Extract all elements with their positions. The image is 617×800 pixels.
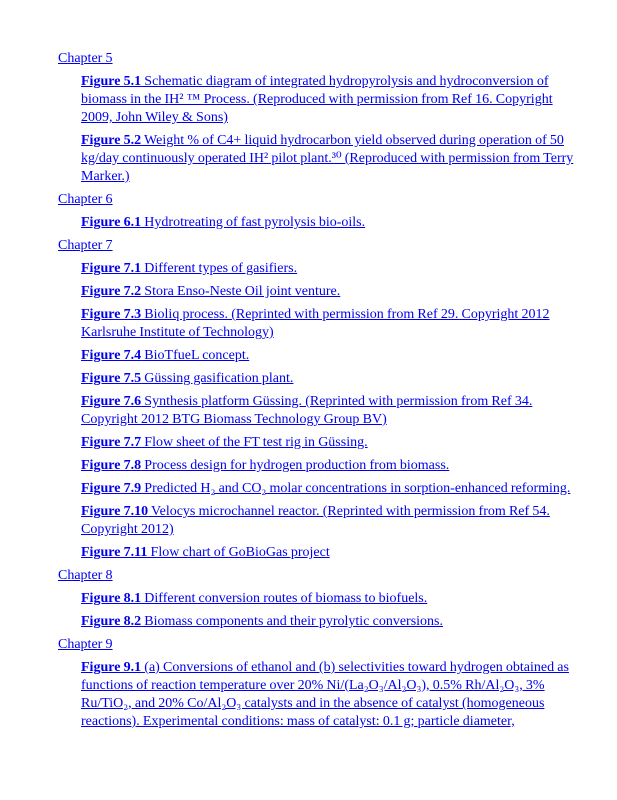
figure-caption: Velocys microchannel reactor. (Reprinted with permission from Ref 54. Copyright 2012) <box>81 504 550 537</box>
figure-caption: BioTfueL concept. <box>141 348 250 363</box>
figure-caption: Stora Enso-Neste Oil joint venture. <box>141 284 341 299</box>
figure-entry-7-3 <box>81 306 581 342</box>
figure-caption: Flow chart of GoBioGas project <box>147 545 330 560</box>
figure-caption: (a) Conversions of ethanol and (b) selectivities toward hydrogen obtained as functions of reaction temperature over 20% Ni/(La₂O₃/Al₂O₃), 0.5% Rh/Al₂O₃, 3% Ru/TiO₂, and 20% Co/Al₂O₃ catalysts and in the absence of catalyst (homogeneous reactions). Experimental conditions: mass of catalyst: 0.1 g; particle diameter, <box>81 660 569 729</box>
figure-label: Figure 5.2 <box>81 133 142 148</box>
chapter-5-link[interactable]: Chapter 5 <box>58 51 113 66</box>
chapter-6-link[interactable]: Chapter 6 <box>58 192 113 207</box>
figure-7-1-link[interactable] <box>81 261 297 276</box>
chapter-6-row <box>58 191 578 209</box>
figure-7-5-link[interactable] <box>81 371 293 386</box>
figure-caption: Hydrotreating of fast pyrolysis bio-oils. <box>141 215 366 230</box>
figure-label: Figure 7.1 <box>81 261 142 276</box>
figure-label: Figure 7.3 <box>81 307 142 322</box>
figure-caption: Predicted H₂ and CO₂ molar concentrations in sorption-enhanced reforming. <box>141 481 571 496</box>
figure-label: Figure 8.2 <box>81 614 142 629</box>
figure-label: Figure 7.9 <box>81 481 142 496</box>
figure-7-8-link[interactable] <box>81 458 449 473</box>
chapter-9-row <box>58 636 578 654</box>
figure-caption: Schematic diagram of integrated hydropyrolysis and hydroconversion of biomass in the IH² ™ Process. (Reproduced with permission from Ref 16. Copyright 2009, John Wiley & Sons) <box>81 74 553 125</box>
figure-5-1-link[interactable] <box>81 74 553 125</box>
figure-7-3-link[interactable] <box>81 307 550 340</box>
figure-label: Figure 7.2 <box>81 284 142 299</box>
figure-label: Figure 9.1 <box>81 660 142 675</box>
figure-entry-7-5 <box>81 370 581 388</box>
figure-label: Figure 6.1 <box>81 215 142 230</box>
figure-entry-8-1 <box>81 590 581 608</box>
figure-caption: Different conversion routes of biomass to biofuels. <box>141 591 428 606</box>
figure-label: Figure 7.8 <box>81 458 142 473</box>
figure-label: Figure 7.10 <box>81 504 149 519</box>
chapter-9-link[interactable]: Chapter 9 <box>58 637 113 652</box>
figure-7-11-link[interactable] <box>81 545 330 560</box>
figure-label: Figure 7.7 <box>81 435 142 450</box>
figure-caption: Weight % of C4+ liquid hydrocarbon yield observed during operation of 50 kg/day continuously operated IH² pilot plant.³⁰ (Reproduced with permission from Terry Marker.) <box>81 133 574 184</box>
figure-entry-7-9 <box>81 480 581 498</box>
figure-entry-7-6 <box>81 393 581 429</box>
chapter-7-row <box>58 237 578 255</box>
figure-6-1-link[interactable] <box>81 215 365 230</box>
figure-entry-5-1 <box>81 73 581 127</box>
chapter-5-row <box>58 50 578 68</box>
figure-entry-7-1 <box>81 260 581 278</box>
figure-caption: Different types of gasifiers. <box>141 261 298 276</box>
figure-7-9-link[interactable] <box>81 481 570 496</box>
figure-8-2-link[interactable] <box>81 614 443 629</box>
figure-caption: Process design for hydrogen production from biomass. <box>141 458 450 473</box>
figure-label: Figure 7.5 <box>81 371 142 386</box>
figure-caption: Güssing gasification plant. <box>141 371 294 386</box>
chapter-7-link[interactable]: Chapter 7 <box>58 238 113 253</box>
figure-entry-8-2 <box>81 613 581 631</box>
figure-label: Figure 7.4 <box>81 348 142 363</box>
figure-entry-7-10 <box>81 503 581 539</box>
chapter-8-row <box>58 567 578 585</box>
figure-5-2-link[interactable] <box>81 133 573 184</box>
figure-9-1-link[interactable] <box>81 660 569 729</box>
figure-caption: Synthesis platform Güssing. (Reprinted with permission from Ref 34. Copyright 2012 BTG Biomass Technology Group BV) <box>81 394 533 427</box>
figure-caption: Bioliq process. (Reprinted with permission from Ref 29. Copyright 2012 Karlsruhe Institute of Technology) <box>81 307 550 340</box>
figure-entry-7-4 <box>81 347 581 365</box>
figure-entry-7-8 <box>81 457 581 475</box>
figure-7-6-link[interactable] <box>81 394 532 427</box>
figure-7-10-link[interactable] <box>81 504 550 537</box>
figure-entry-5-2 <box>81 132 581 186</box>
figure-entry-7-11 <box>81 544 581 562</box>
figure-entry-7-7 <box>81 434 581 452</box>
figure-label: Figure 7.11 <box>81 545 148 560</box>
figure-label: Figure 8.1 <box>81 591 142 606</box>
figure-entry-9-1 <box>81 659 581 731</box>
figure-8-1-link[interactable] <box>81 591 427 606</box>
figure-7-2-link[interactable] <box>81 284 340 299</box>
figure-caption: Flow sheet of the FT test rig in Güssing. <box>141 435 368 450</box>
figure-7-7-link[interactable] <box>81 435 368 450</box>
figure-label: Figure 7.6 <box>81 394 142 409</box>
figure-7-4-link[interactable] <box>81 348 249 363</box>
figure-caption: Biomass components and their pyrolytic conversions. <box>141 614 443 629</box>
figure-label: Figure 5.1 <box>81 74 142 89</box>
figure-entry-6-1 <box>81 214 581 232</box>
figure-entry-7-2 <box>81 283 581 301</box>
chapter-8-link[interactable]: Chapter 8 <box>58 568 113 583</box>
